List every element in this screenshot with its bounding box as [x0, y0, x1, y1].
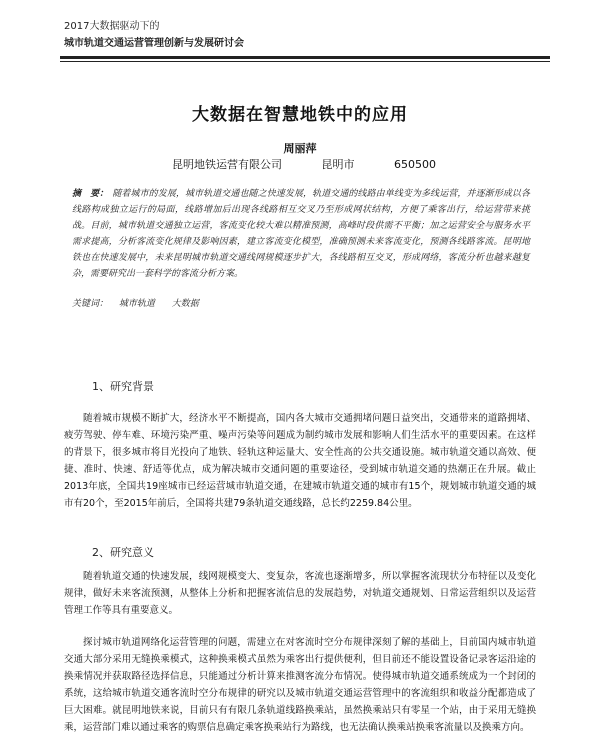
- header-line-2: 城市轨道交通运营管理创新与发展研讨会: [64, 38, 244, 49]
- affiliation-postcode: 650500: [394, 158, 436, 171]
- affiliation-city: 昆明市: [321, 158, 355, 171]
- section-text-continued: 探讨城市轨道网络化运营管理的问题，需建立在对客流时空分布规律深刻了解的基础上，目前国内城市轨道交通大部分采用无缝换乘模式，这种换乘模式虽然为乘客出行提供便利，但目前还不能设置设备记录客运沿途的换乘情况并获取路径选择信息，只能通过分析计算来推测客流分布情况。使得城市轨道交通系统成为一个封闭的系统，这给城市轨道交通客流时空分布规律的研究以及城市轨道交通运营管理中的客流组织和收益分配都造成了巨大困难。就昆明地铁来说，目前只有有限几条轨道线路换乘站，虽然换乘站只有零星一个站，由于采用无缝换乘，运营部门难以通过乘客的购票信息确定乘客换乘站行为路线，也无法确认换乘站换乘客流量以及换乘方向。: [64, 637, 536, 733]
- abstract-text: 随着城市的发展，城市轨道交通也随之快速发展，轨道交通的线路由单线变为多线运营，并逐渐形成以各线路构成独立运行的局面，线路增加后出现各线路相互交叉乃至形成网状结构，方便了乘客出行，给运营带来挑战。目前，城市轨道交通独立运营，客流变化较大难以精准预测，高峰时段供需不平衡；加之运营安全与服务水平需求提高，分析客流变化规律及影响因素，建立客流变化模型，准确预测未来客流变化，预测各线路客流。昆明地铁也在快速发展中，未来昆明城市轨道交通线网规模逐步扩大，各线路相互交叉，形成网络，客流分析也越来越复杂，需要研究出一套科学的客流分析方案。: [72, 189, 530, 279]
- paper-title: 大数据在智慧地铁中的应用: [192, 105, 408, 125]
- affiliation: [172, 156, 436, 172]
- conference-header: [64, 18, 544, 52]
- header-line-1: 2017大数据驱动下的: [64, 21, 160, 32]
- abstract-label: 摘 要：: [72, 189, 109, 199]
- affiliation-org: 昆明地铁运营有限公司: [172, 158, 282, 171]
- section-heading-significance: 2、研究意义: [92, 546, 154, 559]
- section-heading-background: 1、研究背景: [92, 380, 154, 393]
- header-rule-thin: [60, 61, 550, 62]
- keyword-item: 大数据: [171, 299, 199, 309]
- section-text-significance: 随着轨道交通的快速发展，线网规模变大、变复杂，客流也逐渐增多，所以掌握客流现状分布特征以及变化规律，做好未来客流预测，从整体上分析和把握客流信息的发展趋势，对轨道交通规划、日常运营组织以及运营管理工作等具有重要意义。: [64, 571, 536, 616]
- keywords: [72, 296, 213, 309]
- header-rule-thick: [60, 56, 550, 59]
- abstract: [72, 186, 530, 282]
- keyword-item: 城市轨道: [118, 299, 155, 309]
- section-text-background: 随着城市规模不断扩大，经济水平不断提高，国内各大城市交通拥堵问题日益突出，交通带来的道路拥堵、疲劳驾驶、停车难、环境污染严重、噪声污染等问题成为制约城市发展和影响人们生活水平的重要因素。在这样的背景下，很多城市将目光投向了地铁、轻轨这种运量大、安全性高的公共交通设施。城市轨道交通以高效、便捷、准时、快速、舒适等优点，成为解决城市交通问题的重要途径，受到城市轨道交通的热潮正在升展。截止2013年底，全国共19座城市已经运营城市轨道交通，在建城市轨道交通的城市有15个，规划城市轨道交通的城市有20个，至2015年前后，全国将共建79条轨道交通线路，总长约2259.84公里。: [64, 413, 536, 509]
- author-name: 周丽萍: [283, 142, 317, 155]
- keywords-label: 关键词：: [72, 299, 109, 309]
